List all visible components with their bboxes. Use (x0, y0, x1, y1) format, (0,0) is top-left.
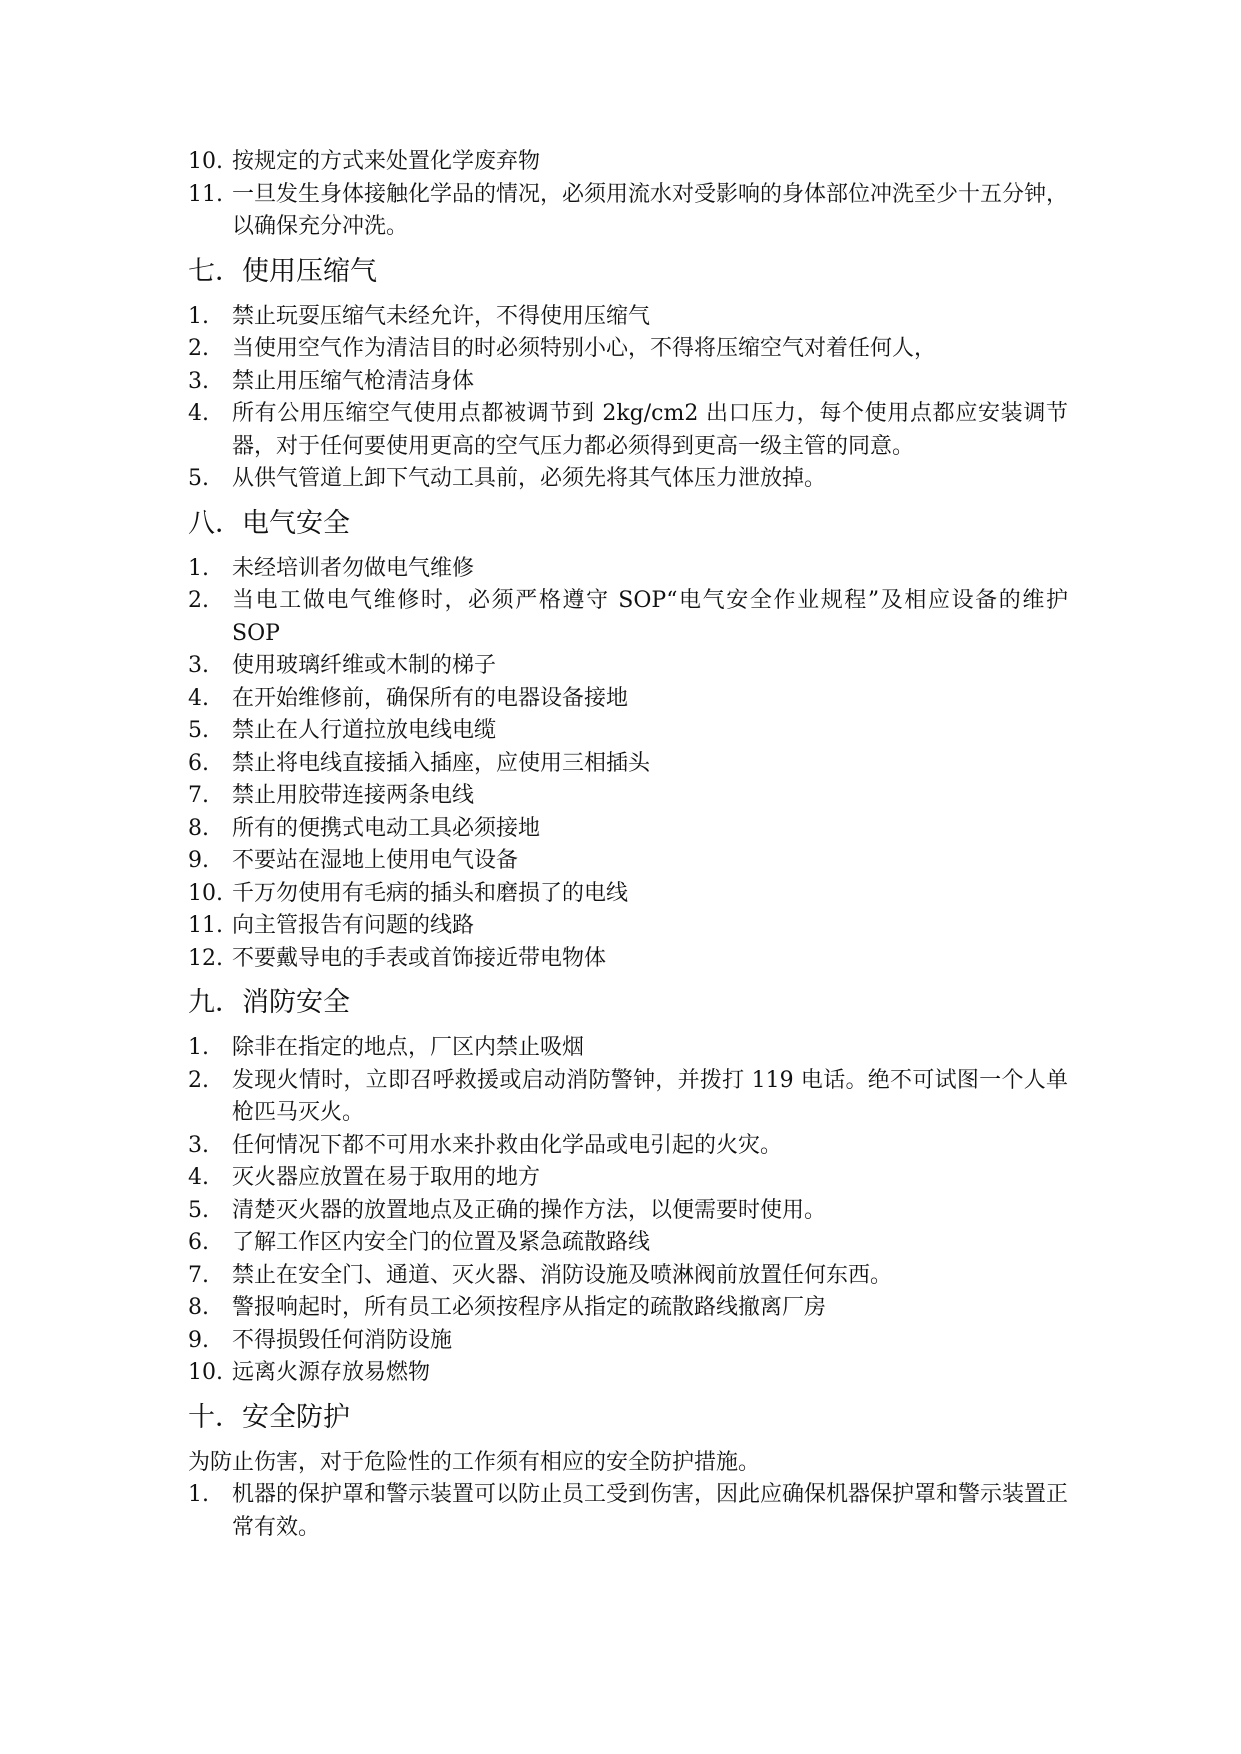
item-number: 1. (188, 555, 209, 581)
list-item (188, 1130, 1068, 1163)
item-text: 禁止用胶带连接两条电线 (232, 783, 475, 808)
section-9-list (188, 1032, 1068, 1390)
item-text: 不要戴导电的手表或首饰接近带电物体 (232, 945, 607, 971)
section-heading-safety-protection: 十．安全防护 (188, 1401, 350, 1433)
section-heading-electrical-safety: 八．电气安全 (188, 507, 350, 539)
item-number: 4. (188, 685, 209, 711)
item-text: 当电工做电气维修时，必须严格遵守 SOP“电气安全作业规程”及相应设备的维护 SOP (232, 588, 1068, 646)
list-item (188, 845, 1068, 878)
list-item (188, 301, 1068, 334)
item-number: 2. (188, 336, 209, 361)
list-item (188, 398, 1068, 463)
item-number: 8. (188, 1295, 209, 1320)
list-item (188, 1065, 1068, 1130)
list-item (188, 1479, 1068, 1544)
item-number: 7. (188, 1262, 209, 1288)
item-number: 7. (188, 783, 209, 808)
item-text: 清楚灭火器的放置地点及正确的操作方法，以便需要时使用。 (232, 1197, 827, 1223)
list-item (188, 910, 1068, 943)
list-item (188, 650, 1068, 683)
section-6-list (188, 146, 1068, 244)
list-item (188, 1292, 1068, 1325)
item-number: 12. (188, 945, 223, 971)
item-number: 9. (188, 848, 209, 873)
item-text: 警报响起时，所有员工必须按程序从指定的疏散路线撤离厂房 (232, 1295, 827, 1320)
list-item (188, 1325, 1068, 1358)
item-number: 1. (188, 1482, 209, 1507)
item-text: 从供气管道上卸下气动工具前，必须先将其气体压力泄放掉。 (232, 466, 827, 491)
list-item (188, 748, 1068, 781)
list-item (188, 780, 1068, 813)
item-number: 1. (188, 303, 209, 329)
item-number: 9. (188, 1327, 209, 1353)
item-number: 1. (188, 1035, 209, 1060)
item-text: 所有公用压缩空气使用点都被调节到 2kg/cm2 出口压力，每个使用点都应安装调节器，对于任何要使用更高的空气压力都必须得到更高一级主管的同意。 (232, 401, 1068, 459)
item-text: 在开始维修前，确保所有的电器设备接地 (232, 685, 629, 711)
item-text: 一旦发生身体接触化学品的情况，必须用流水对受影响的身体部位冲洗至少十五分钟，以确保充分冲洗。 (232, 181, 1069, 239)
item-number: 4. (188, 1165, 209, 1190)
list-item (188, 1032, 1068, 1065)
item-text: 灭火器应放置在易于取用的地方 (232, 1165, 541, 1190)
section-intro: 为防止伤害，对于危险性的工作须有相应的安全防护措施。 (188, 1449, 761, 1475)
list-item (188, 179, 1068, 244)
item-number: 2. (188, 588, 209, 613)
list-item (188, 715, 1068, 748)
list-item (188, 1357, 1068, 1390)
item-number: 5. (188, 718, 209, 743)
list-item (188, 463, 1068, 496)
item-number: 6. (188, 1230, 209, 1255)
list-item (188, 553, 1068, 586)
section-7-list (188, 301, 1068, 496)
item-text: 向主管报告有问题的线路 (232, 913, 475, 938)
document-page (188, 146, 1068, 1544)
list-item (188, 1195, 1068, 1228)
item-number: 5. (188, 466, 209, 491)
list-item (188, 1260, 1068, 1293)
item-text: 使用玻璃纤维或木制的梯子 (232, 653, 497, 678)
section-8-list (188, 553, 1068, 976)
item-text: 机器的保护罩和警示装置可以防止员工受到伤害，因此应确保机器保护罩和警示装置正常有效。 (232, 1482, 1069, 1540)
list-item (188, 943, 1068, 976)
item-text: 禁止将电线直接插入插座，应使用三相插头 (232, 750, 651, 776)
item-number: 10. (188, 1360, 223, 1385)
item-number: 11. (188, 913, 223, 938)
item-text: 所有的便携式电动工具必须接地 (232, 815, 541, 841)
item-text: 当使用空气作为清洁目的时必须特别小心，不得将压缩空气对着任何人， (232, 336, 937, 361)
item-text: 了解工作区内安全门的位置及紧急疏散路线 (232, 1230, 651, 1255)
item-text: 按规定的方式来处置化学废弃物 (232, 149, 541, 174)
item-text: 禁止在人行道拉放电线电缆 (232, 718, 497, 743)
item-number: 10. (188, 880, 223, 906)
item-text: 千万勿使用有毛病的插头和磨损了的电线 (232, 880, 629, 906)
item-number: 5. (188, 1197, 209, 1223)
item-number: 2. (188, 1067, 209, 1093)
item-text: 禁止用压缩气枪清洁身体 (232, 368, 475, 394)
section-heading-compressed-air: 七．使用压缩气 (188, 255, 377, 287)
item-number: 4. (188, 401, 209, 426)
item-text: 发现火情时，立即召呼救援或启动消防警钟，并拨打 119 电话。绝不可试图一个人单枪匹马灭火。 (232, 1067, 1068, 1125)
list-item (188, 813, 1068, 846)
item-number: 10. (188, 149, 223, 174)
item-text: 未经培训者勿做电气维修 (232, 555, 475, 581)
item-number: 11. (188, 181, 223, 207)
item-text: 不得损毁任何消防设施 (232, 1327, 453, 1353)
list-item (188, 585, 1068, 650)
list-item (188, 878, 1068, 911)
item-text: 任何情况下都不可用水来扑救由化学品或电引起的火灾。 (232, 1132, 783, 1158)
section-heading-fire-safety: 九．消防安全 (188, 987, 350, 1018)
item-text: 禁止玩耍压缩气未经允许，不得使用压缩气 (232, 303, 651, 329)
list-item (188, 683, 1068, 716)
list-item (188, 333, 1068, 366)
item-number: 6. (188, 750, 209, 776)
list-item (188, 1227, 1068, 1260)
item-number: 8. (188, 815, 209, 841)
item-number: 3. (188, 368, 209, 394)
item-text: 不要站在湿地上使用电气设备 (232, 848, 519, 873)
item-text: 除非在指定的地点，厂区内禁止吸烟 (232, 1035, 585, 1060)
list-item (188, 366, 1068, 399)
item-text: 禁止在安全门、通道、灭火器、消防设施及喷淋阀前放置任何东西。 (232, 1262, 893, 1288)
section-10-list (188, 1479, 1068, 1544)
item-text: 远离火源存放易燃物 (232, 1360, 431, 1385)
list-item (188, 146, 1068, 179)
item-number: 3. (188, 1132, 209, 1158)
list-item (188, 1162, 1068, 1195)
item-number: 3. (188, 653, 209, 678)
